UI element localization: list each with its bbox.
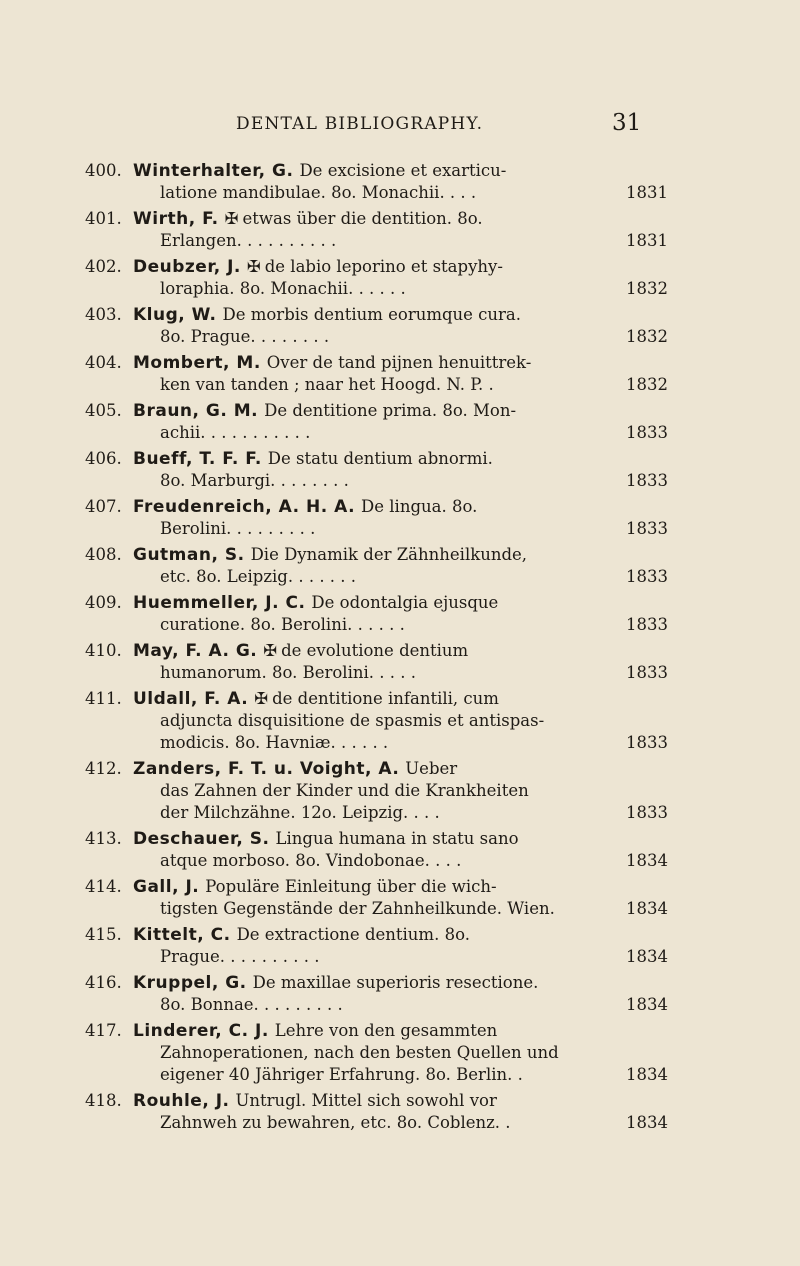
entry-number: 408. — [85, 545, 122, 564]
entry-line-text — [160, 230, 336, 252]
entry-title: Lingua humana in statu sano — [275, 829, 519, 848]
entry-author: Winterhalter, G. — [133, 161, 294, 181]
bibliography-entry — [0, 1020, 800, 1086]
entry-author: Kittelt, C. — [133, 925, 231, 945]
entry-line-text — [160, 326, 329, 348]
entry-line-text — [133, 592, 498, 614]
entry-year: 1833 — [626, 519, 668, 538]
entry-number: 417. — [85, 1021, 122, 1040]
entry-line-text — [160, 278, 406, 300]
entry-line — [0, 374, 800, 396]
entry-year: 1834 — [626, 1113, 668, 1132]
entry-line — [0, 518, 800, 540]
entry-number: 410. — [85, 641, 122, 660]
entry-line-text — [133, 256, 503, 278]
entry-line — [0, 780, 800, 802]
entry-line — [0, 1020, 800, 1042]
entry-title: de evolutione dentium — [281, 641, 469, 660]
bibliography-entry — [0, 496, 800, 540]
entry-line — [0, 592, 800, 614]
entry-year: 1834 — [626, 851, 668, 870]
entry-continuation: eigener 40 Jähriger Erfahrung. 8o. Berlin. . — [160, 1065, 523, 1084]
page-number: 31 — [612, 110, 642, 136]
entry-title: Untrugl. Mittel sich sowohl vor — [235, 1091, 497, 1110]
entry-author: Deschauer, S. — [133, 829, 270, 849]
entry-year: 1834 — [626, 899, 668, 918]
entry-author: Linderer, C. J. — [133, 1021, 269, 1041]
entry-line — [0, 400, 800, 422]
entry-line-text — [133, 924, 470, 946]
running-title: DENTAL BIBLIOGRAPHY. — [236, 114, 484, 134]
entry-number: 402. — [85, 257, 122, 276]
bibliography-entry — [0, 876, 800, 920]
entry-line — [0, 614, 800, 636]
entry-line — [0, 544, 800, 566]
entry-line — [0, 208, 800, 230]
entry-continuation: 8o. Bonnae. . . . . . . . . — [160, 995, 343, 1014]
entry-line — [0, 278, 800, 300]
entry-title: de labio leporino et stapyhy- — [264, 257, 503, 276]
maltese-cross-icon: ✠ — [246, 257, 261, 276]
entry-number: 404. — [85, 353, 122, 372]
entry-author: Uldall, F. A. — [133, 689, 249, 709]
bibliography-entry — [0, 544, 800, 588]
entry-line-text — [160, 470, 349, 492]
entry-year: 1833 — [626, 663, 668, 682]
entry-line-text — [160, 898, 555, 920]
entry-year: 1834 — [626, 947, 668, 966]
entry-continuation: humanorum. 8o. Berolini. . . . . — [160, 663, 416, 682]
entry-number: 401. — [85, 209, 122, 228]
entry-title: De dentitione prima. 8o. Mon- — [264, 401, 517, 420]
entry-line — [0, 256, 800, 278]
entry-number: 415. — [85, 925, 122, 944]
entry-line — [0, 732, 800, 754]
entry-line-text — [160, 422, 310, 444]
entry-line — [0, 470, 800, 492]
entry-continuation: Zahnweh zu bewahren, etc. 8o. Coblenz. . — [160, 1113, 511, 1132]
entry-continuation: Berolini. . . . . . . . . — [160, 519, 316, 538]
entry-line — [0, 994, 800, 1016]
entry-author: Zanders, F. T. u. Voight, A. — [133, 759, 400, 779]
entry-number: 407. — [85, 497, 122, 516]
entry-author: Gall, J. — [133, 877, 200, 897]
entry-line — [0, 448, 800, 470]
entry-line-text — [133, 758, 457, 780]
entry-line-text — [160, 182, 476, 204]
bibliography-entry — [0, 352, 800, 396]
entry-title: Populäre Einleitung über die wich- — [205, 877, 497, 896]
entry-line — [0, 230, 800, 252]
entry-line-text — [133, 688, 499, 710]
bibliography-entry — [0, 304, 800, 348]
entry-author: Wirth, F. — [133, 209, 219, 229]
entry-line-text — [133, 448, 493, 470]
entry-number: 409. — [85, 593, 122, 612]
entry-line-text — [160, 1064, 523, 1086]
entry-author: Bueff, T. F. F. — [133, 449, 262, 469]
entry-line-text — [160, 518, 315, 540]
entry-line-text — [160, 710, 544, 732]
bibliography-entry — [0, 400, 800, 444]
entry-year: 1832 — [626, 279, 668, 298]
entry-title: Lehre von den gesammten — [274, 1021, 498, 1040]
bibliography-list — [0, 156, 800, 1134]
entry-title: De odontalgia ejusque — [311, 593, 499, 612]
entry-title: De morbis dentium eorumque cura. — [222, 305, 522, 324]
entry-line — [0, 352, 800, 374]
entry-line-text — [160, 802, 440, 824]
entry-year: 1833 — [626, 423, 668, 442]
entry-line — [0, 640, 800, 662]
entry-line-text — [133, 496, 477, 518]
entry-line — [0, 1042, 800, 1064]
entry-year: 1833 — [626, 803, 668, 822]
entry-title: Over de tand pijnen henuittrek- — [266, 353, 532, 372]
bibliography-entry — [0, 828, 800, 872]
entry-line-text — [160, 850, 461, 872]
bibliography-entry — [0, 688, 800, 754]
entry-line-text — [160, 1112, 511, 1134]
entry-author: Freudenreich, A. H. A. — [133, 497, 356, 517]
entry-line-text — [133, 208, 483, 230]
entry-title: De extractione dentium. 8o. — [236, 925, 470, 944]
entry-continuation: latione mandibulae. 8o. Monachii. . . . — [160, 183, 477, 202]
entry-line — [0, 662, 800, 684]
entry-line-text — [160, 662, 416, 684]
entry-continuation: atque morboso. 8o. Vindobonae. . . . — [160, 851, 462, 870]
entry-continuation: das Zahnen der Kinder und die Krankheiten — [160, 781, 529, 800]
entry-line-text — [160, 614, 405, 636]
entry-line-text — [160, 374, 494, 396]
entry-number: 400. — [85, 161, 122, 180]
entry-continuation: der Milchzähne. 12o. Leipzig. . . . — [160, 803, 440, 822]
bibliography-entry — [0, 160, 800, 204]
entry-line-text — [160, 994, 343, 1016]
entry-line-text — [133, 304, 521, 326]
entry-number: 412. — [85, 759, 122, 778]
entry-line-text — [133, 972, 538, 994]
entry-line — [0, 496, 800, 518]
maltese-cross-icon: ✠ — [224, 209, 239, 228]
maltese-cross-icon: ✠ — [263, 641, 278, 660]
entry-number: 411. — [85, 689, 122, 708]
entry-line — [0, 924, 800, 946]
bibliography-entry — [0, 256, 800, 300]
entry-number: 413. — [85, 829, 122, 848]
entry-line-text — [160, 566, 356, 588]
entry-line — [0, 898, 800, 920]
entry-continuation: modicis. 8o. Havniæ. . . . . . — [160, 733, 389, 752]
entry-continuation: curatione. 8o. Berolini. . . . . . — [160, 615, 405, 634]
entry-title: etwas über die dentition. 8o. — [242, 209, 483, 228]
entry-author: Klug, W. — [133, 305, 217, 325]
entry-author: Mombert, M. — [133, 353, 261, 373]
entry-author: Kruppel, G. — [133, 973, 247, 993]
entry-number: 414. — [85, 877, 122, 896]
entry-year: 1834 — [626, 1065, 668, 1084]
entry-continuation: Erlangen. . . . . . . . . . — [160, 231, 337, 250]
entry-continuation: 8o. Prague. . . . . . . . — [160, 327, 330, 346]
entry-line — [0, 758, 800, 780]
bibliography-entry — [0, 208, 800, 252]
entry-line — [0, 1064, 800, 1086]
bibliography-entry — [0, 972, 800, 1016]
entry-title: Die Dynamik der Zähnheilkunde, — [250, 545, 528, 564]
bibliography-entry — [0, 448, 800, 492]
entry-line-text — [133, 828, 519, 850]
entry-year: 1831 — [626, 231, 668, 250]
entry-line-text — [160, 732, 388, 754]
entry-title: De excisione et exarticu- — [299, 161, 507, 180]
entry-continuation: ken van tanden ; naar het Hoogd. N. P. . — [160, 375, 494, 394]
bibliography-entry — [0, 924, 800, 968]
entry-line-text — [133, 1020, 497, 1042]
entry-number: 403. — [85, 305, 122, 324]
entry-line — [0, 876, 800, 898]
entry-year: 1833 — [626, 471, 668, 490]
entry-line-text — [160, 946, 319, 968]
entry-number: 418. — [85, 1091, 122, 1110]
bibliography-entry — [0, 592, 800, 636]
entry-year: 1831 — [626, 183, 668, 202]
entry-author: Huemmeller, J. C. — [133, 593, 306, 613]
entry-year: 1832 — [626, 327, 668, 346]
entry-line — [0, 1090, 800, 1112]
entry-continuation: tigsten Gegenstände der Zahnheilkunde. Wien. — [160, 899, 555, 918]
entry-line-text — [160, 780, 529, 802]
entry-year: 1833 — [626, 615, 668, 634]
bibliography-entry — [0, 640, 800, 684]
entry-line — [0, 160, 800, 182]
entry-year: 1833 — [626, 567, 668, 586]
entry-line — [0, 304, 800, 326]
entry-continuation: Prague. . . . . . . . . . — [160, 947, 320, 966]
entry-line — [0, 710, 800, 732]
bibliography-entry — [0, 1090, 800, 1134]
entry-line-text — [160, 1042, 559, 1064]
entry-line — [0, 182, 800, 204]
entry-continuation: 8o. Marburgi. . . . . . . . — [160, 471, 349, 490]
entry-line-text — [133, 160, 506, 182]
entry-continuation: loraphia. 8o. Monachii. . . . . . — [160, 279, 406, 298]
entry-year: 1833 — [626, 733, 668, 752]
entry-continuation: achii. . . . . . . . . . . — [160, 423, 311, 442]
entry-continuation: adjuncta disquisitione de spasmis et antispas- — [160, 711, 545, 730]
entry-author: May, F. A. G. — [133, 641, 258, 661]
entry-line — [0, 972, 800, 994]
entry-year: 1832 — [626, 375, 668, 394]
entry-line — [0, 566, 800, 588]
bibliography-entry — [0, 758, 800, 824]
entry-number: 405. — [85, 401, 122, 420]
entry-title: de dentitione infantili, cum — [272, 689, 499, 708]
entry-line — [0, 688, 800, 710]
entry-number: 416. — [85, 973, 122, 992]
entry-title: Ueber — [405, 759, 458, 778]
entry-line-text — [133, 400, 516, 422]
entry-number: 406. — [85, 449, 122, 468]
entry-title: De statu dentium abnormi. — [267, 449, 493, 468]
entry-title: De lingua. 8o. — [361, 497, 478, 516]
entry-author: Braun, G. M. — [133, 401, 259, 421]
entry-line-text — [133, 544, 527, 566]
entry-continuation: etc. 8o. Leipzig. . . . . . . — [160, 567, 357, 586]
entry-line-text — [133, 352, 531, 374]
entry-line — [0, 946, 800, 968]
entry-year: 1834 — [626, 995, 668, 1014]
entry-line — [0, 828, 800, 850]
running-head — [0, 110, 800, 140]
entry-author: Deubzer, J. — [133, 257, 241, 277]
entry-line-text — [133, 640, 468, 662]
entry-line — [0, 1112, 800, 1134]
entry-line-text — [133, 1090, 497, 1112]
entry-title: De maxillae superioris resectione. — [252, 973, 539, 992]
entry-line — [0, 802, 800, 824]
entry-line — [0, 422, 800, 444]
entry-line-text — [133, 876, 497, 898]
entry-continuation: Zahnoperationen, nach den besten Quellen und — [160, 1043, 559, 1062]
entry-line — [0, 850, 800, 872]
maltese-cross-icon: ✠ — [254, 689, 269, 708]
entry-author: Rouhle, J. — [133, 1091, 230, 1111]
entry-author: Gutman, S. — [133, 545, 245, 565]
entry-line — [0, 326, 800, 348]
